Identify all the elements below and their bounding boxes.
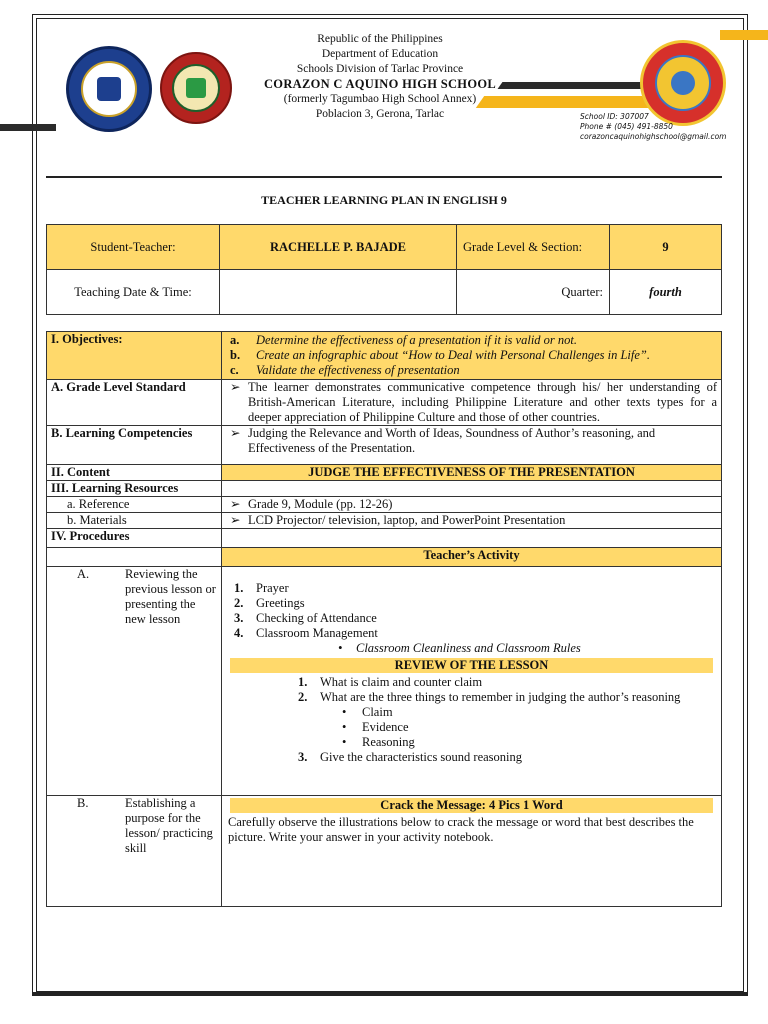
- learning-competencies-label: B. Learning Competencies: [47, 426, 222, 465]
- step-a-label: [51, 567, 217, 627]
- school-name: CORAZON C AQUINO HIGH SCHOOL: [263, 77, 497, 91]
- objective-item: [226, 333, 717, 348]
- crack-message-heading: Crack the Message: 4 Pics 1 Word: [230, 798, 713, 813]
- school-address: Poblacion 3, Gerona, Tarlac: [315, 108, 445, 120]
- objective-text: Create an infographic about “How to Deal with Personal Challenges in Life”.: [256, 348, 650, 362]
- review-bullet-text: Evidence: [362, 720, 409, 734]
- review-bullet: • Claim: [342, 705, 393, 719]
- objectives-cell: [222, 332, 722, 380]
- arrow-bullet-icon: ➢: [230, 497, 241, 511]
- plan-table: [46, 331, 722, 907]
- standard-text: The learner demonstrates communicative competence through his/ her understanding of British-American Literature, including Philippine Literature and other texts types for a deeper appreciation of Philippine Culture and those of other countries.: [248, 380, 717, 424]
- crack-message-text: Carefully observe the illustrations below to crack the message or word that best describes the picture. Write your answer in your activity notebook.: [228, 815, 694, 844]
- step-a-activity: [222, 567, 722, 796]
- step-b-label: [51, 796, 217, 856]
- routine-item: 2. Greetings: [234, 596, 305, 610]
- letterhead-line: Republic of the Philippines: [317, 33, 443, 45]
- document-title: TEACHER LEARNING PLAN IN ENGLISH 9: [261, 193, 507, 207]
- routine-text: Checking of Attendance: [256, 611, 377, 625]
- objective-item: [226, 348, 717, 363]
- header-rule: [46, 176, 722, 178]
- materials-text: LCD Projector/ television, laptop, and PowerPoint Presentation: [248, 513, 566, 527]
- routine-item: 4. Classroom Management: [234, 626, 378, 640]
- step-a-text: Reviewing the previous lesson or presenting the new lesson: [125, 567, 216, 626]
- routine-text: Prayer: [256, 581, 289, 595]
- step-b-key: B.: [77, 796, 89, 810]
- content-value: JUDGE THE EFFECTIVENESS OF THE PRESENTATION: [222, 465, 722, 481]
- grade-level-standard-cell: [222, 380, 722, 426]
- materials-label: b. Materials: [47, 513, 222, 529]
- info-table: [46, 224, 722, 315]
- grade-level-value: 9: [610, 225, 722, 270]
- objective-text: Validate the effectiveness of presentation: [256, 363, 460, 377]
- routine-sub-text: Classroom Cleanliness and Classroom Rules: [356, 641, 581, 655]
- content-label: II. Content: [47, 465, 222, 481]
- quarter-value: fourth: [610, 270, 722, 315]
- step-b-activity: [222, 796, 722, 907]
- learning-resources-cell: [222, 481, 722, 497]
- review-text: What are the three things to remember in judging the author’s reasoning: [320, 690, 681, 704]
- letterhead-line: Department of Education: [321, 48, 439, 60]
- quarter-label: Quarter:: [457, 270, 610, 315]
- objective-letter: c.: [230, 363, 239, 377]
- procedures-label: IV. Procedures: [47, 529, 222, 548]
- page-border-bottom: [32, 992, 748, 996]
- review-text: Give the characteristics sound reasoning: [320, 750, 523, 764]
- student-teacher-label: Student-Teacher:: [47, 225, 220, 270]
- school-contact: [580, 112, 726, 142]
- teaching-date-label: Teaching Date & Time:: [47, 270, 220, 315]
- routine-text: Classroom Management: [256, 626, 378, 640]
- school-phone: Phone # (045) 491-8850: [580, 122, 673, 131]
- objectives-label: I. Objectives:: [47, 332, 222, 380]
- review-bullet: • Reasoning: [342, 735, 415, 749]
- teaching-date-value: [220, 270, 457, 315]
- reference-text: Grade 9, Module (pp. 12-26): [248, 497, 393, 511]
- review-bullet-text: Claim: [362, 705, 393, 719]
- grade-level-label: Grade Level & Section:: [457, 225, 610, 270]
- objective-letter: a.: [230, 333, 240, 347]
- arrow-bullet-icon: ➢: [230, 380, 241, 394]
- step-b-text: Establishing a purpose for the lesson/ practicing skill: [125, 796, 213, 855]
- header-stripe-corner: [720, 30, 768, 40]
- learning-resources-label: III. Learning Resources: [47, 481, 222, 497]
- review-bullet-text: Reasoning: [362, 735, 415, 749]
- arrow-bullet-icon: ➢: [230, 513, 241, 527]
- review-text: What is claim and counter claim: [320, 675, 483, 689]
- materials-cell: [222, 513, 722, 529]
- procedures-cell: [222, 529, 722, 548]
- competency-text: Judging the Relevance and Worth of Ideas, Soundness of Author’s reasoning, and Effectiveness of the Presentation.: [248, 426, 656, 455]
- tarlac-division-seal-icon: [160, 52, 232, 124]
- letterhead: [240, 32, 520, 122]
- step-b-cell: [47, 796, 222, 907]
- routine-item: 1. Prayer: [234, 581, 289, 595]
- step-a-key: A.: [77, 567, 90, 581]
- routine-text: Greetings: [256, 596, 305, 610]
- school-email: corazoncaquinohighschool@gmail.com: [580, 132, 727, 141]
- review-item: 3. Give the characteristics sound reasoning: [298, 750, 523, 764]
- school-former-name: (formerly Tagumbao High School Annex): [283, 93, 477, 105]
- objective-text: Determine the effectiveness of a presentation if it is valid or not.: [256, 333, 578, 347]
- grade-level-standard-label: A. Grade Level Standard: [47, 380, 222, 426]
- student-teacher-value: RACHELLE P. BAJADE: [220, 225, 457, 270]
- teacher-activity-spacer: [47, 548, 222, 567]
- routine-sub-item: • Classroom Cleanliness and Classroom Rules: [338, 641, 581, 655]
- arrow-bullet-icon: ➢: [230, 426, 241, 440]
- reference-cell: [222, 497, 722, 513]
- learning-competencies-cell: [222, 426, 722, 465]
- reference-label: a. Reference: [47, 497, 222, 513]
- objective-item: [226, 363, 717, 378]
- review-item: 2. What are the three things to remember in judging the author’s reasoning: [298, 690, 681, 704]
- teacher-activity-header: Teacher’s Activity: [222, 548, 722, 567]
- review-heading: REVIEW OF THE LESSON: [230, 658, 713, 673]
- routine-item: 3. Checking of Attendance: [234, 611, 377, 625]
- step-a-cell: [47, 567, 222, 796]
- header-stripe-left: [0, 124, 56, 131]
- review-bullet: • Evidence: [342, 720, 409, 734]
- letterhead-line: Schools Division of Tarlac Province: [296, 63, 464, 75]
- objective-letter: b.: [230, 348, 241, 362]
- school-id: School ID: 307007: [580, 112, 649, 121]
- deped-seal-icon: [66, 46, 152, 132]
- review-item: 1. What is claim and counter claim: [298, 675, 483, 689]
